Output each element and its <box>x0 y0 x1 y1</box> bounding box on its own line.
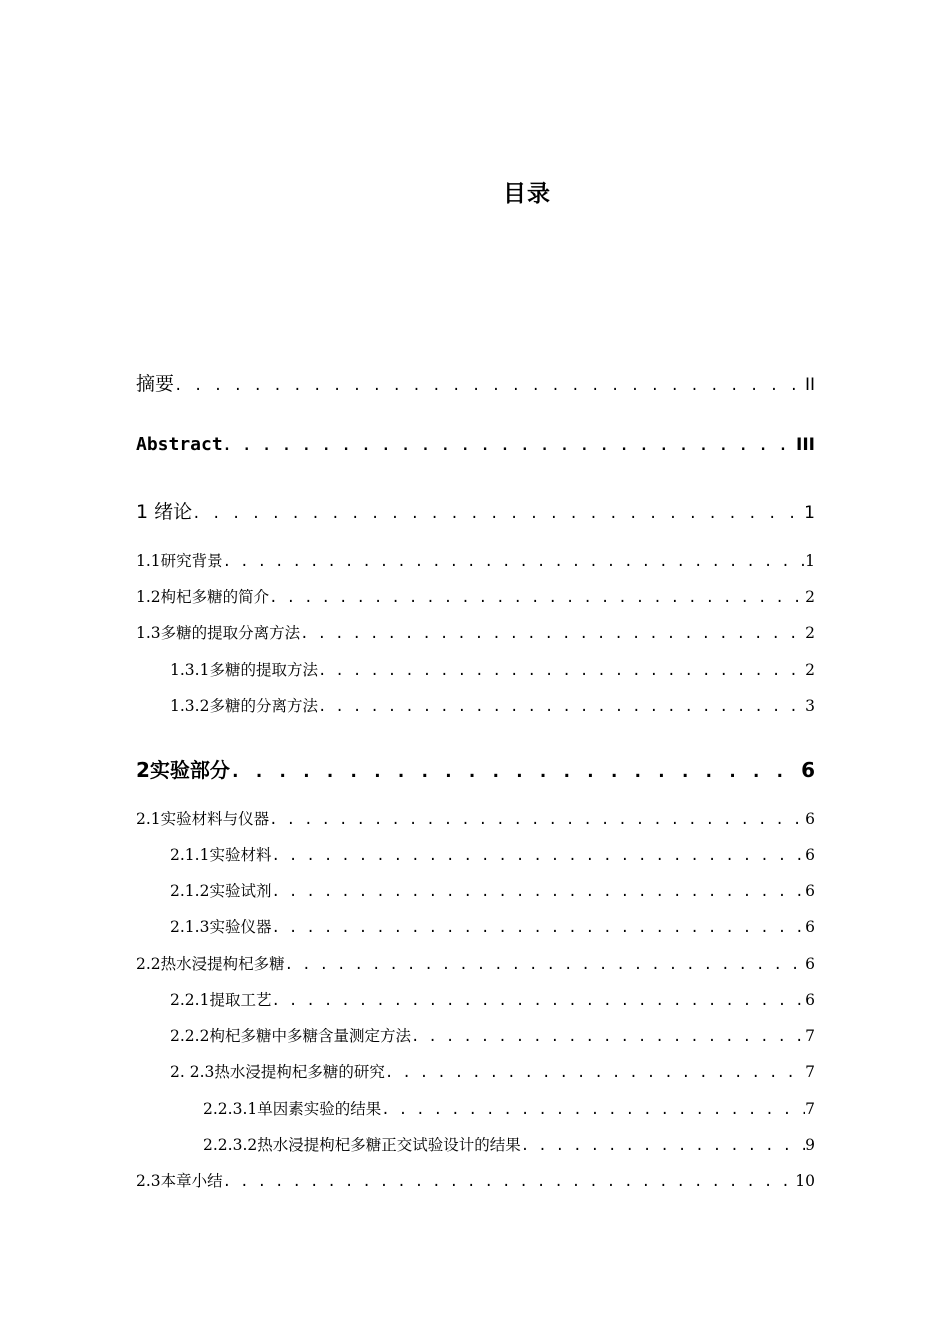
toc-entry-page: 6 <box>805 955 815 973</box>
dot-leader <box>318 699 805 715</box>
dot-leader <box>269 812 805 828</box>
dot-leader <box>223 438 790 454</box>
toc-entry-label: 1 绪论 <box>136 501 193 523</box>
toc-entry-label: 2.1实验材料与仪器 <box>136 810 270 828</box>
toc-entry-page: 1 <box>804 503 815 523</box>
dot-leader <box>521 1138 805 1154</box>
toc-entry-page: 2 <box>805 588 815 606</box>
toc-entry-2-2[interactable] <box>136 952 815 974</box>
dot-leader <box>223 1174 796 1190</box>
toc-entry-2-2-3[interactable] <box>170 1060 815 1082</box>
toc-entry-label: 2. 2.3热水浸提枸杞多糖的研究 <box>170 1063 385 1081</box>
toc-entry-label: 2.2.3.2热水浸提枸杞多糖正交试验设计的结果 <box>203 1136 521 1154</box>
dot-leader <box>300 626 805 642</box>
toc-entry-1-1[interactable] <box>136 549 815 571</box>
toc-entry-1-3[interactable] <box>136 621 815 643</box>
dot-leader <box>318 663 805 679</box>
toc-entry-page: 6 <box>805 991 815 1009</box>
toc-entry-abstract-en[interactable] <box>136 434 815 455</box>
toc-entry-2-2-2[interactable] <box>170 1024 815 1046</box>
toc-entry-label: 2实验部分 <box>136 758 230 782</box>
dot-leader <box>192 506 798 522</box>
toc-entry-page: 3 <box>805 697 815 715</box>
toc-entry-2-1[interactable] <box>136 807 815 829</box>
toc-entry-label: 2.2.3.1单因素实验的结果 <box>203 1100 382 1118</box>
dot-leader <box>230 761 801 782</box>
toc-entry-label: Abstract <box>136 434 223 455</box>
dot-leader <box>269 590 805 606</box>
toc-entry-2-1-2[interactable] <box>170 879 815 901</box>
toc-entry-label: 2.2热水浸提枸杞多糖 <box>136 955 285 973</box>
toc-entry-page: 1 <box>805 552 815 570</box>
toc-entry-abstract-cn[interactable] <box>136 369 815 396</box>
toc-entry-page: 2 <box>805 661 815 679</box>
toc-entry-page: 9 <box>805 1136 815 1154</box>
toc-entry-label: 1.3.2多糖的分离方法 <box>170 697 318 715</box>
toc-entry-page: 6 <box>801 758 815 782</box>
toc-entry-page: 2 <box>805 624 815 642</box>
toc-entry-label: 1.2枸杞多糖的简介 <box>136 588 270 606</box>
toc-entry-1-3-1[interactable] <box>170 658 815 680</box>
toc-entry-page: 7 <box>805 1027 815 1045</box>
toc-entry-label: 1.3.1多糖的提取方法 <box>170 661 318 679</box>
dot-leader <box>174 378 799 394</box>
dot-leader <box>223 554 805 570</box>
toc-entry-label: 2.1.3实验仪器 <box>170 918 272 936</box>
toc-entry-label: 1.1研究背景 <box>136 552 223 570</box>
toc-entry-label: 2.2.1提取工艺 <box>170 991 272 1009</box>
dot-leader <box>285 957 805 973</box>
toc-entry-1-3-2[interactable] <box>170 694 815 716</box>
dot-leader <box>411 1029 805 1045</box>
toc-entry-page: 10 <box>795 1172 815 1190</box>
toc-entry-label: 摘要 <box>136 373 175 395</box>
toc-entry-2-1-3[interactable] <box>170 915 815 937</box>
toc-entry-page: 6 <box>805 846 815 864</box>
dot-leader <box>271 884 805 900</box>
toc-entry-1-2[interactable] <box>136 585 815 607</box>
dot-leader <box>385 1065 805 1081</box>
toc-title: 目录 <box>503 181 551 207</box>
toc-entry-page: II <box>804 375 815 395</box>
toc-entry-chapter-2[interactable] <box>136 754 815 783</box>
dot-leader <box>271 993 805 1009</box>
toc-entry-page: 7 <box>805 1100 815 1118</box>
toc-entry-page: 6 <box>805 810 815 828</box>
toc-entry-page: 6 <box>805 882 815 900</box>
toc-entry-label: 2.1.2实验试剂 <box>170 882 272 900</box>
toc-entry-label: 2.2.2枸杞多糖中多糖含量测定方法 <box>170 1027 411 1045</box>
toc-entry-chapter-1[interactable] <box>136 497 815 524</box>
dot-leader <box>271 848 805 864</box>
dot-leader <box>271 920 805 936</box>
toc-entry-2-2-1[interactable] <box>170 988 815 1010</box>
toc-entry-label: 1.3多糖的提取分离方法 <box>136 624 301 642</box>
toc-entry-2-3[interactable] <box>136 1169 815 1191</box>
toc-entry-label: 2.3本章小结 <box>136 1172 223 1190</box>
toc-entry-2-2-3-2[interactable] <box>203 1133 815 1155</box>
toc-entry-2-2-3-1[interactable] <box>203 1097 815 1119</box>
dot-leader <box>381 1102 805 1118</box>
toc-entry-label: 2.1.1实验材料 <box>170 846 272 864</box>
toc-entry-page: 7 <box>805 1063 815 1081</box>
toc-entry-2-1-1[interactable] <box>170 843 815 865</box>
toc-entry-page: III <box>796 435 815 455</box>
toc-entry-page: 6 <box>805 918 815 936</box>
